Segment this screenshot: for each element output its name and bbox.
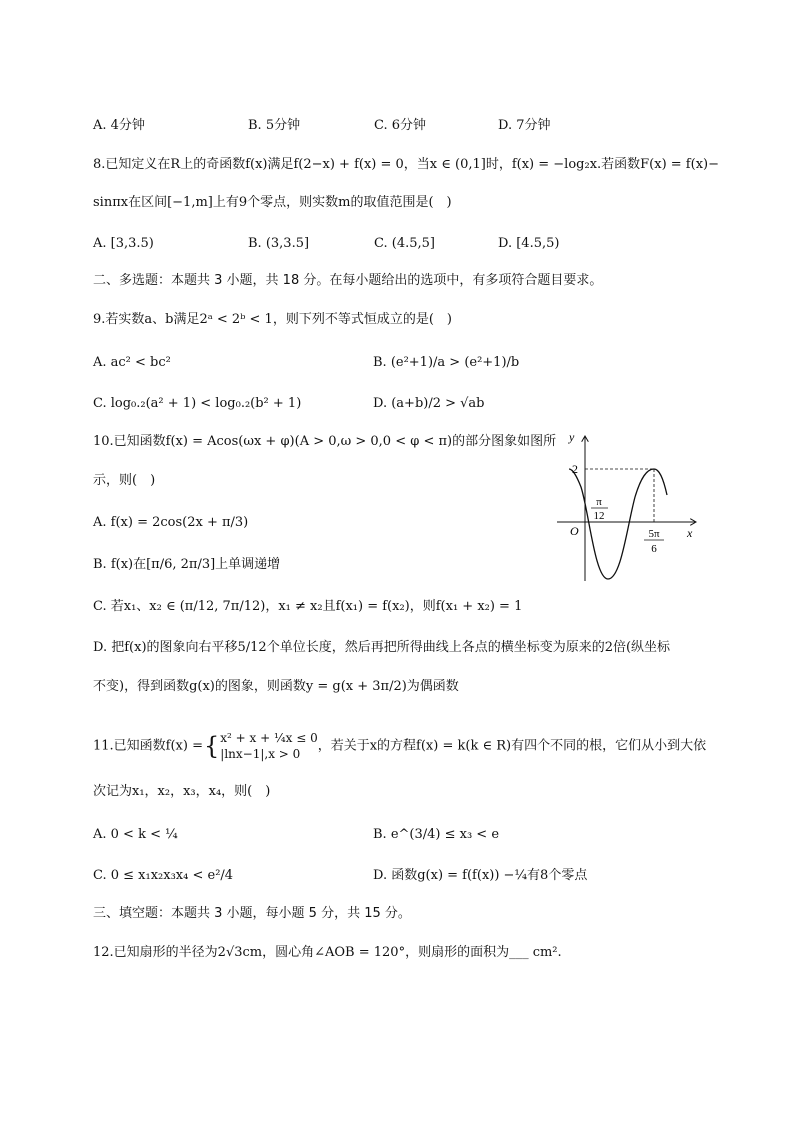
q7-option-d[interactable]: D. 7分钟 — [498, 118, 551, 133]
q8-option-b[interactable]: B. (3,3.5] — [248, 236, 310, 251]
q10-option-a[interactable]: A. f(x) = 2cos(2x + π/3) — [93, 515, 249, 530]
q11-option-b[interactable]: B. e^(3/4) ≤ x₃ < e — [373, 827, 500, 842]
q10-option-b[interactable]: B. f(x)在[π/6, 2π/3]上单调递增 — [93, 557, 281, 572]
tick1-denominator: 12 — [593, 510, 605, 522]
q9-option-a[interactable]: A. ac² < bc² — [93, 355, 171, 370]
q8-option-d[interactable]: D. [4.5,5) — [498, 236, 560, 251]
q11-stem-suffix: ，若关于x的方程f(x) = k(k ∈ R)有四个不同的根，它们从小到大依 — [317, 738, 707, 754]
tick2-numerator: 5π — [648, 528, 660, 540]
q10-stem-line1: 10.已知函数f(x) = Acos(ωx + φ)(A > 0,ω > 0,0 < φ < π)的部分图象如图所 — [93, 434, 557, 449]
q11-option-d[interactable]: D. 函数g(x) = f(f(x)) −¼有8个零点 — [373, 868, 588, 883]
q9-stem: 9.若实数a、b满足2ᵃ < 2ᵇ < 1，则下列不等式恒成立的是( ) — [93, 312, 452, 327]
q9-option-d[interactable]: D. (a+b)/2 > √ab — [373, 396, 485, 411]
q11-option-c[interactable]: C. 0 ≤ x₁x₂x₃x₄ < e²/4 — [93, 868, 234, 883]
tick2-denominator: 6 — [651, 543, 657, 555]
origin-label: O — [570, 524, 579, 538]
peak-value-label: 2 — [572, 462, 578, 476]
q7-option-c[interactable]: C. 6分钟 — [374, 118, 427, 133]
section3-heading: 三、填空题：本题共 3 小题，每小题 5 分，共 15 分。 — [93, 906, 411, 921]
tick1-numerator: π — [596, 496, 602, 508]
q8-option-a[interactable]: A. [3,3.5) — [93, 236, 154, 251]
q11-stem-line1 — [93, 730, 706, 762]
q8-stem-line1: 8.已知定义在R上的奇函数f(x)满足f(2−x) + f(x) = 0，当x ∈ (0,1]时，f(x) = −log₂x.若函数F(x) = f(x)− — [93, 157, 719, 172]
q10-option-c[interactable]: C. 若x₁、x₂ ∈ (π/12, 7π/12)，x₁ ≠ x₂且f(x₁) = f(x₂)，则f(x₁ + x₂) = 1 — [93, 599, 523, 614]
q8-option-c[interactable]: C. (4.5,5] — [374, 236, 435, 251]
q7-option-b[interactable]: B. 5分钟 — [248, 118, 301, 133]
q10-cosine-graph — [555, 427, 701, 587]
q11-stem-line2: 次记为x₁，x₂，x₃，x₄，则( ) — [93, 784, 271, 799]
cosine-curve — [569, 469, 667, 579]
q11-stem-prefix: 11.已知函数f(x) = — [93, 738, 203, 754]
q11-case2: |lnx−1|,x > 0 — [220, 747, 301, 761]
q10-option-d-line1[interactable]: D. 把f(x)的图象向右平移5/12个单位长度，然后再把所得曲线上各点的横坐标变为原来的2倍(纵坐标 — [93, 640, 671, 655]
q11-case1: x² + x + ¼x ≤ 0 — [220, 731, 318, 745]
q9-option-c[interactable]: C. log₀.₂(a² + 1) < log₀.₂(b² + 1) — [93, 396, 302, 411]
q11-option-a[interactable]: A. 0 < k < ¼ — [93, 827, 178, 842]
x-axis-label: x — [687, 526, 693, 540]
q8-stem-line2: sinπx在区间[−1,m]上有9个零点，则实数m的取值范围是( ) — [93, 195, 452, 210]
section2-heading: 二、多选题：本题共 3 小题，共 18 分。在每小题给出的选项中，有多项符合题目要求。 — [93, 273, 603, 288]
q12-stem: 12.已知扇形的半径为2√3cm，圆心角∠AOB = 120°，则扇形的面积为___ cm². — [93, 945, 562, 960]
q10-stem-line2: 示，则( ) — [93, 473, 156, 488]
q7-option-a[interactable]: A. 4分钟 — [93, 118, 145, 133]
q10-option-d-line2[interactable]: 不变)，得到函数g(x)的图象，则函数y = g(x + 3π/2)为偶函数 — [93, 679, 459, 694]
y-axis-label: y — [569, 430, 575, 444]
q11-brace: { — [204, 732, 220, 760]
q9-option-b[interactable]: B. (e²+1)/a > (e²+1)/b — [373, 355, 520, 370]
